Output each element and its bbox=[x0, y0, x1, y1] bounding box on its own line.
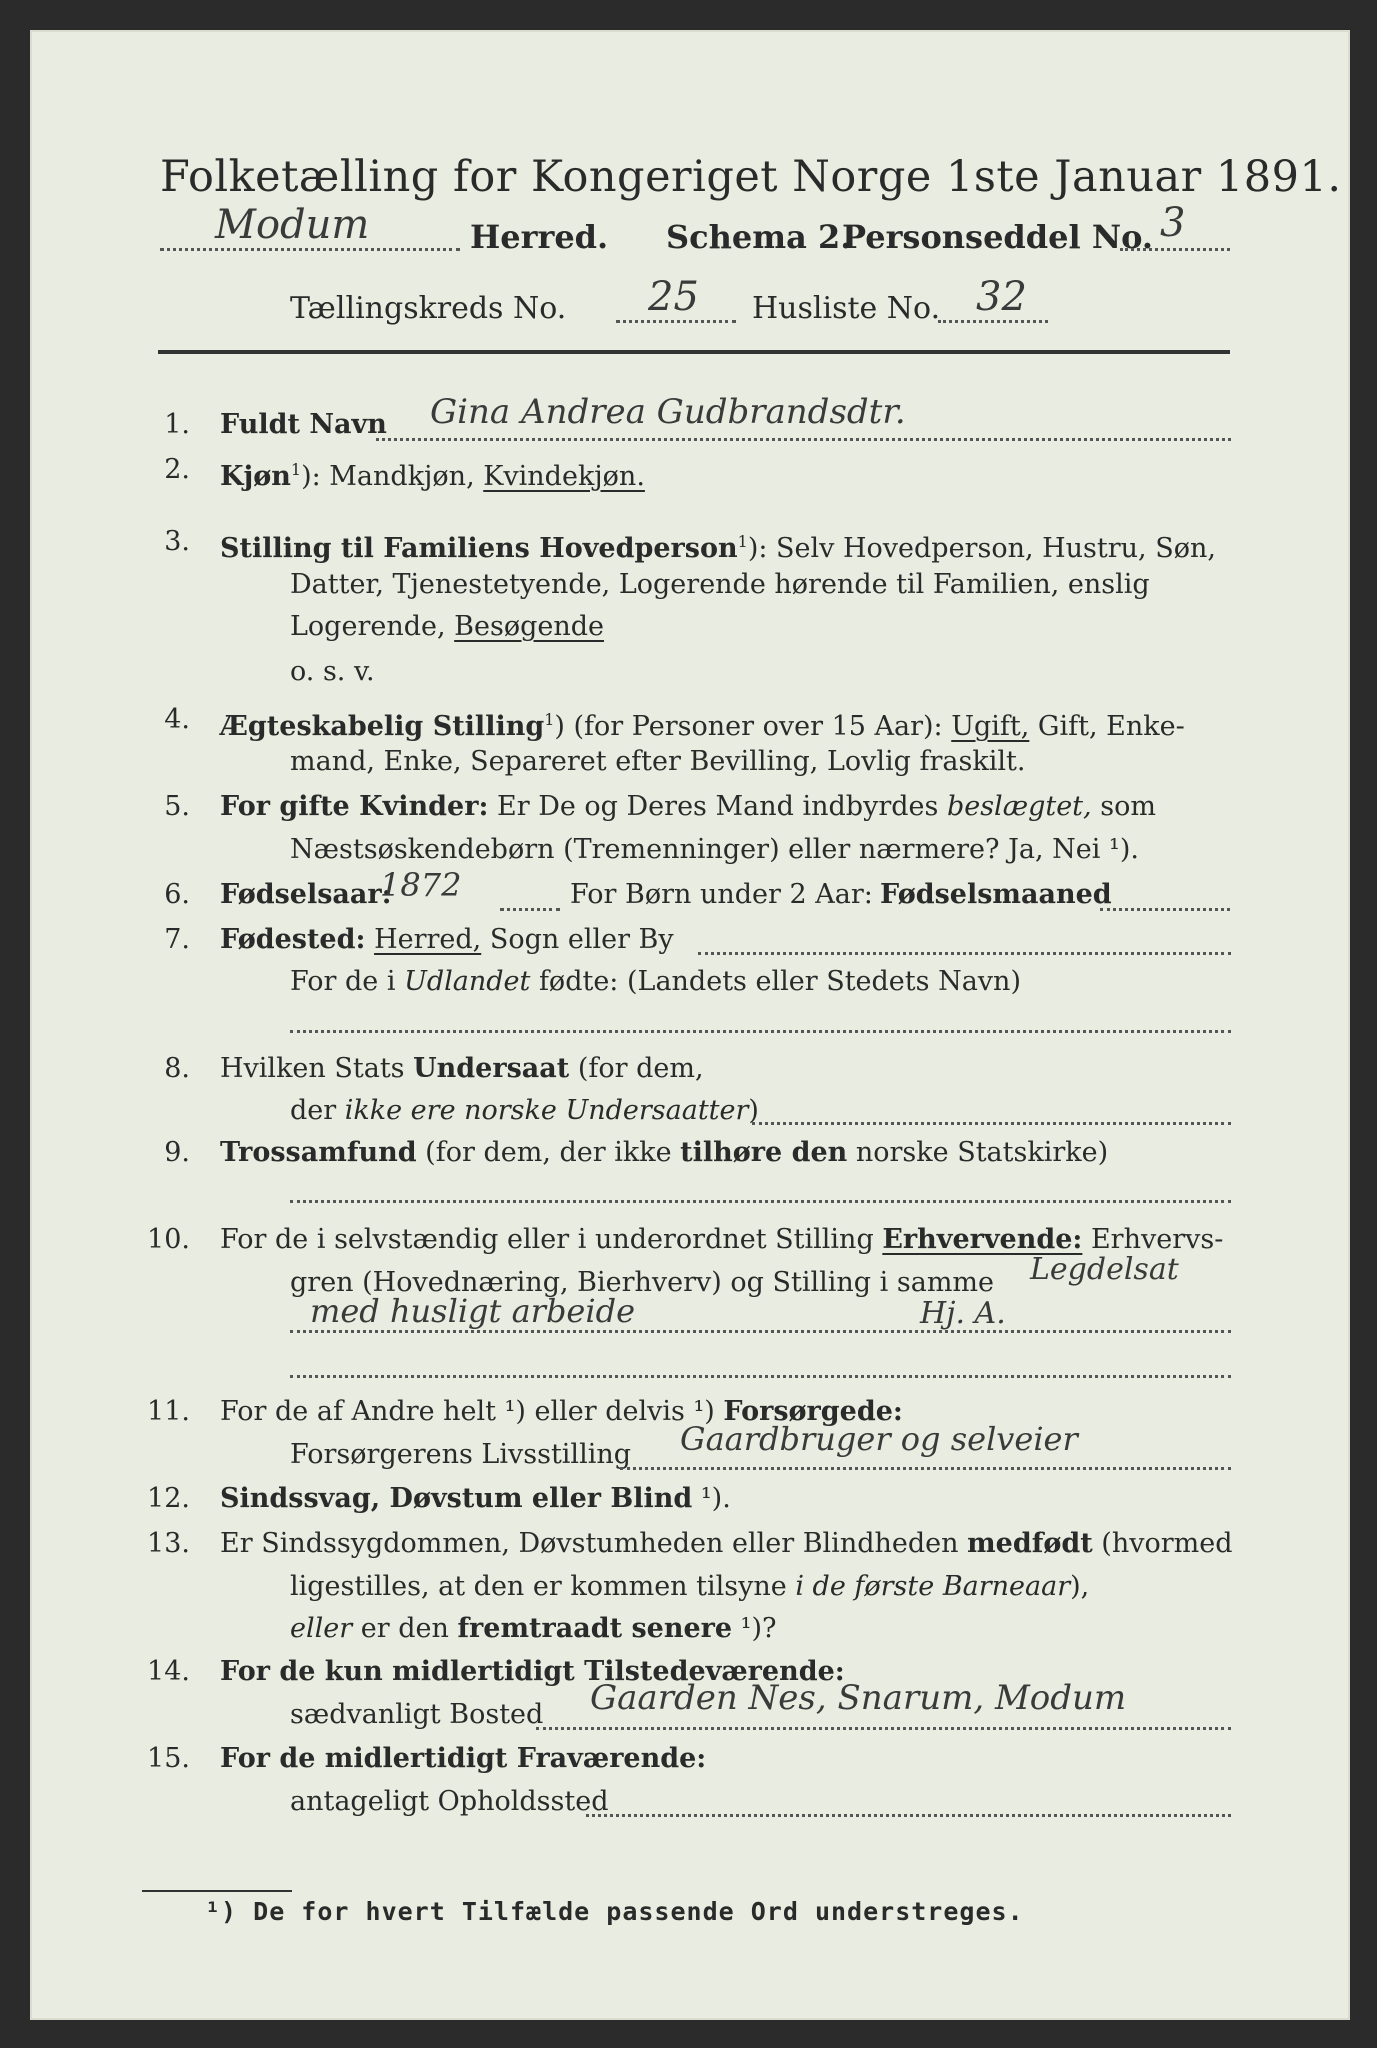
q2-text-b: Kvindekjøn. bbox=[483, 461, 645, 492]
q15-line1: For de midlertidigt Fraværende: bbox=[220, 1743, 707, 1774]
q10-line1-b: Erhvervende: bbox=[882, 1224, 1083, 1255]
q14-value: Gaarden Nes, Snarum, Modum bbox=[590, 1678, 1127, 1718]
q13-line2-c: ), bbox=[1070, 1571, 1090, 1602]
husliste-dots bbox=[938, 320, 1048, 323]
herred-dots bbox=[160, 248, 460, 251]
q10-number: 10. bbox=[147, 1224, 190, 1255]
footnote-rule bbox=[142, 1890, 292, 1892]
q4-line1-a: ) (for Personer over 15 Aar): bbox=[554, 711, 952, 742]
q4-line1-b: Ugift, bbox=[951, 711, 1030, 742]
q1-value: Gina Andrea Gudbrandsdtr. bbox=[430, 392, 906, 432]
q4-label: Ægteskabelig Stilling bbox=[220, 711, 545, 742]
census-form-page bbox=[30, 30, 1350, 2020]
q12-line bbox=[220, 1482, 731, 1516]
personseddel-label: Personseddel No. bbox=[842, 218, 1153, 256]
q11-line1-b: Forsørgede: bbox=[723, 1396, 903, 1427]
q10-line1-a: For de i selvstændig eller i underordnet Stilling bbox=[220, 1224, 883, 1255]
q3-line3-a: Logerende, bbox=[290, 611, 455, 642]
q14-line1: For de kun midlertidigt Tilstedeværende: bbox=[220, 1656, 845, 1687]
q8-line2-c: ) bbox=[748, 1095, 759, 1126]
q5-label: For gifte Kvinder: bbox=[220, 791, 489, 822]
q8-number: 8. bbox=[164, 1053, 190, 1084]
husliste-label: Husliste No. bbox=[752, 291, 941, 326]
q6-dots-a bbox=[500, 908, 560, 911]
q8-text-a: Hvilken Stats bbox=[220, 1053, 414, 1084]
q15-dots bbox=[586, 1814, 1231, 1817]
q15-line2: antageligt Opholdssted bbox=[290, 1786, 609, 1817]
q9-text-b: tilhøre den bbox=[680, 1137, 848, 1168]
q3-line3-b: Besøgende bbox=[454, 611, 605, 642]
q9-text-a: (for dem, der ikke bbox=[416, 1137, 681, 1168]
q13-line1 bbox=[220, 1527, 1233, 1561]
q11-dots bbox=[620, 1467, 1231, 1470]
q7-text-b: Sogn eller By bbox=[481, 924, 674, 955]
q4-line2: mand, Enke, Separeret efter Bevilling, Lovlig fraskilt. bbox=[290, 746, 1026, 777]
q13-line3 bbox=[290, 1612, 776, 1646]
q10-line1-c: Erhvervs- bbox=[1082, 1224, 1224, 1255]
q2-sup: 1 bbox=[290, 460, 302, 479]
q2-number: 2. bbox=[164, 454, 190, 485]
q3-line2: Datter, Tjenestetyende, Logerende hørende til Familien, enslig bbox=[290, 569, 1150, 600]
q4-number: 4. bbox=[164, 704, 190, 735]
q7-dots bbox=[698, 952, 1231, 955]
q6-label: Fødselsaar: bbox=[220, 879, 392, 910]
q11-number: 11. bbox=[147, 1396, 190, 1427]
q10-dots-1 bbox=[290, 1330, 1231, 1333]
herred-value: Modum bbox=[215, 202, 370, 248]
q11-line1-a: For de af Andre helt ¹) eller delvis ¹) bbox=[220, 1396, 724, 1427]
q5-line1-c: som bbox=[1091, 791, 1156, 822]
q6-label2: Fødselsmaaned bbox=[880, 879, 1112, 910]
q14-number: 14. bbox=[147, 1656, 190, 1687]
personseddel-value: 3 bbox=[1160, 200, 1186, 246]
q13-line1-a: Er Sindssygdommen, Døvstumheden eller Blindheden bbox=[220, 1528, 968, 1559]
q4-line1: Ægteskabelig Stilling$^1$) (for Personer over 15 Aar): Ugift, Gift, Enke- bbox=[220, 710, 1185, 742]
q7-line2-b: Udlandet bbox=[404, 966, 531, 997]
q7-text-a: Herred, bbox=[374, 924, 482, 955]
personseddel-dots bbox=[1120, 248, 1230, 251]
q13-line3-b: er den bbox=[352, 1613, 458, 1644]
q8-line1 bbox=[220, 1052, 704, 1086]
q5-line2: Næstsøskendebørn (Tremenninger) eller nærmere? Ja, Nei ¹). bbox=[290, 834, 1139, 865]
q8-line2-a: der bbox=[290, 1095, 345, 1126]
header-rule bbox=[158, 350, 1230, 354]
q5-line1-b: beslægtet, bbox=[946, 791, 1092, 822]
q7-dots-2 bbox=[290, 1030, 1231, 1033]
q9-text-c: norske Statskirke) bbox=[847, 1137, 1109, 1168]
form-title: Folketælling for Kongeriget Norge 1ste Januar 1891. bbox=[160, 152, 1342, 202]
q5-line1 bbox=[220, 790, 1156, 824]
herred-label: Herred. bbox=[470, 218, 609, 256]
kreds-value: 25 bbox=[648, 274, 699, 320]
q9-label: Trossamfund bbox=[220, 1137, 417, 1168]
q8-label: Undersaat bbox=[413, 1053, 570, 1084]
q13-line2-b: i de første Barneaar bbox=[795, 1571, 1071, 1602]
q7-line2-c: fødte: (Landets eller Stedets Navn) bbox=[530, 966, 1021, 997]
q3-line1: Stilling til Familiens Hovedperson$^1$): Selv Hovedperson, Hustru, Søn, bbox=[220, 532, 1216, 564]
q7-label: Fødested: bbox=[220, 924, 366, 955]
q7-line1 bbox=[220, 923, 674, 957]
q12-text: Sindssvag, Døvstum eller Blind bbox=[220, 1483, 693, 1514]
q13-line3-d: ¹)? bbox=[732, 1613, 777, 1644]
q13-line3-c: fremtraadt senere bbox=[457, 1613, 733, 1644]
q12-text-b: ¹). bbox=[692, 1483, 731, 1514]
q6-dots-b bbox=[1100, 908, 1230, 911]
q1-label: Fuldt Navn bbox=[220, 409, 387, 440]
q3-line1-text: ): Selv Hovedperson, Hustru, Søn, bbox=[747, 533, 1216, 564]
q10-line2: gren (Hovednæring, Bierhverv) og Stilling i samme bbox=[290, 1267, 995, 1298]
kreds-dots bbox=[616, 320, 736, 323]
q13-line2-a: ligestilles, at den er kommen tilsyne bbox=[290, 1571, 796, 1602]
footnote: ¹) De for hvert Tilfælde passende Ord understreges. bbox=[205, 1897, 1024, 1926]
q10-value1: Legdelsat bbox=[1030, 1252, 1179, 1287]
q14-dots bbox=[536, 1727, 1231, 1730]
q13-line2 bbox=[290, 1570, 1089, 1604]
q2-line bbox=[220, 453, 645, 494]
q13-line1-c: (hvormed bbox=[1092, 1528, 1233, 1559]
q2-text-a: ): Mandkjøn, bbox=[301, 461, 484, 492]
husliste-value: 32 bbox=[976, 274, 1027, 320]
q8-line2 bbox=[290, 1094, 759, 1128]
q9-dots bbox=[290, 1200, 1231, 1203]
q8-text-b: (for dem, bbox=[569, 1053, 704, 1084]
q15-number: 15. bbox=[147, 1743, 190, 1774]
q6-number: 6. bbox=[164, 879, 190, 910]
q5-number: 5. bbox=[164, 791, 190, 822]
q10-value2: med husligt arbeide bbox=[310, 1292, 636, 1330]
q12-number: 12. bbox=[147, 1483, 190, 1514]
q5-line1-a: Er De og Deres Mand indbyrdes bbox=[488, 791, 947, 822]
schema-label: Schema 2. bbox=[666, 218, 852, 256]
q10-dots-2 bbox=[290, 1375, 1231, 1378]
q9-number: 9. bbox=[164, 1137, 190, 1168]
kreds-label: Tællingskreds No. bbox=[290, 291, 567, 326]
q7-line2-a: For de i bbox=[290, 966, 405, 997]
q11-value: Gaardbruger og selveier bbox=[680, 1420, 1078, 1458]
q3-line4: o. s. v. bbox=[290, 656, 375, 687]
q7-number: 7. bbox=[164, 924, 190, 955]
q1-dots bbox=[376, 438, 1231, 441]
q13-line1-b: medfødt bbox=[967, 1528, 1093, 1559]
q9-line1 bbox=[220, 1136, 1108, 1170]
q6-text: For Børn under 2 Aar: bbox=[570, 879, 873, 910]
q8-dots bbox=[752, 1122, 1231, 1125]
q8-line2-b: ikke ere norske Undersaatter bbox=[344, 1095, 749, 1126]
q1-number: 1. bbox=[164, 409, 190, 440]
q13-number: 13. bbox=[147, 1528, 190, 1559]
q2-label: Kjøn bbox=[220, 461, 291, 492]
q7-line2 bbox=[290, 965, 1021, 999]
q6-value: 1872 bbox=[380, 866, 462, 904]
q4-line1-c: Gift, Enke- bbox=[1029, 711, 1185, 742]
q3-line3 bbox=[290, 610, 604, 644]
q3-label: Stilling til Familiens Hovedperson bbox=[220, 533, 738, 564]
q13-line3-a: eller bbox=[290, 1613, 353, 1644]
q3-number: 3. bbox=[164, 526, 190, 557]
q14-line2: sædvanligt Bosted bbox=[290, 1699, 544, 1730]
q10-value3: Hj. A. bbox=[920, 1296, 1006, 1331]
q11-line2: Forsørgerens Livsstilling bbox=[290, 1439, 632, 1470]
